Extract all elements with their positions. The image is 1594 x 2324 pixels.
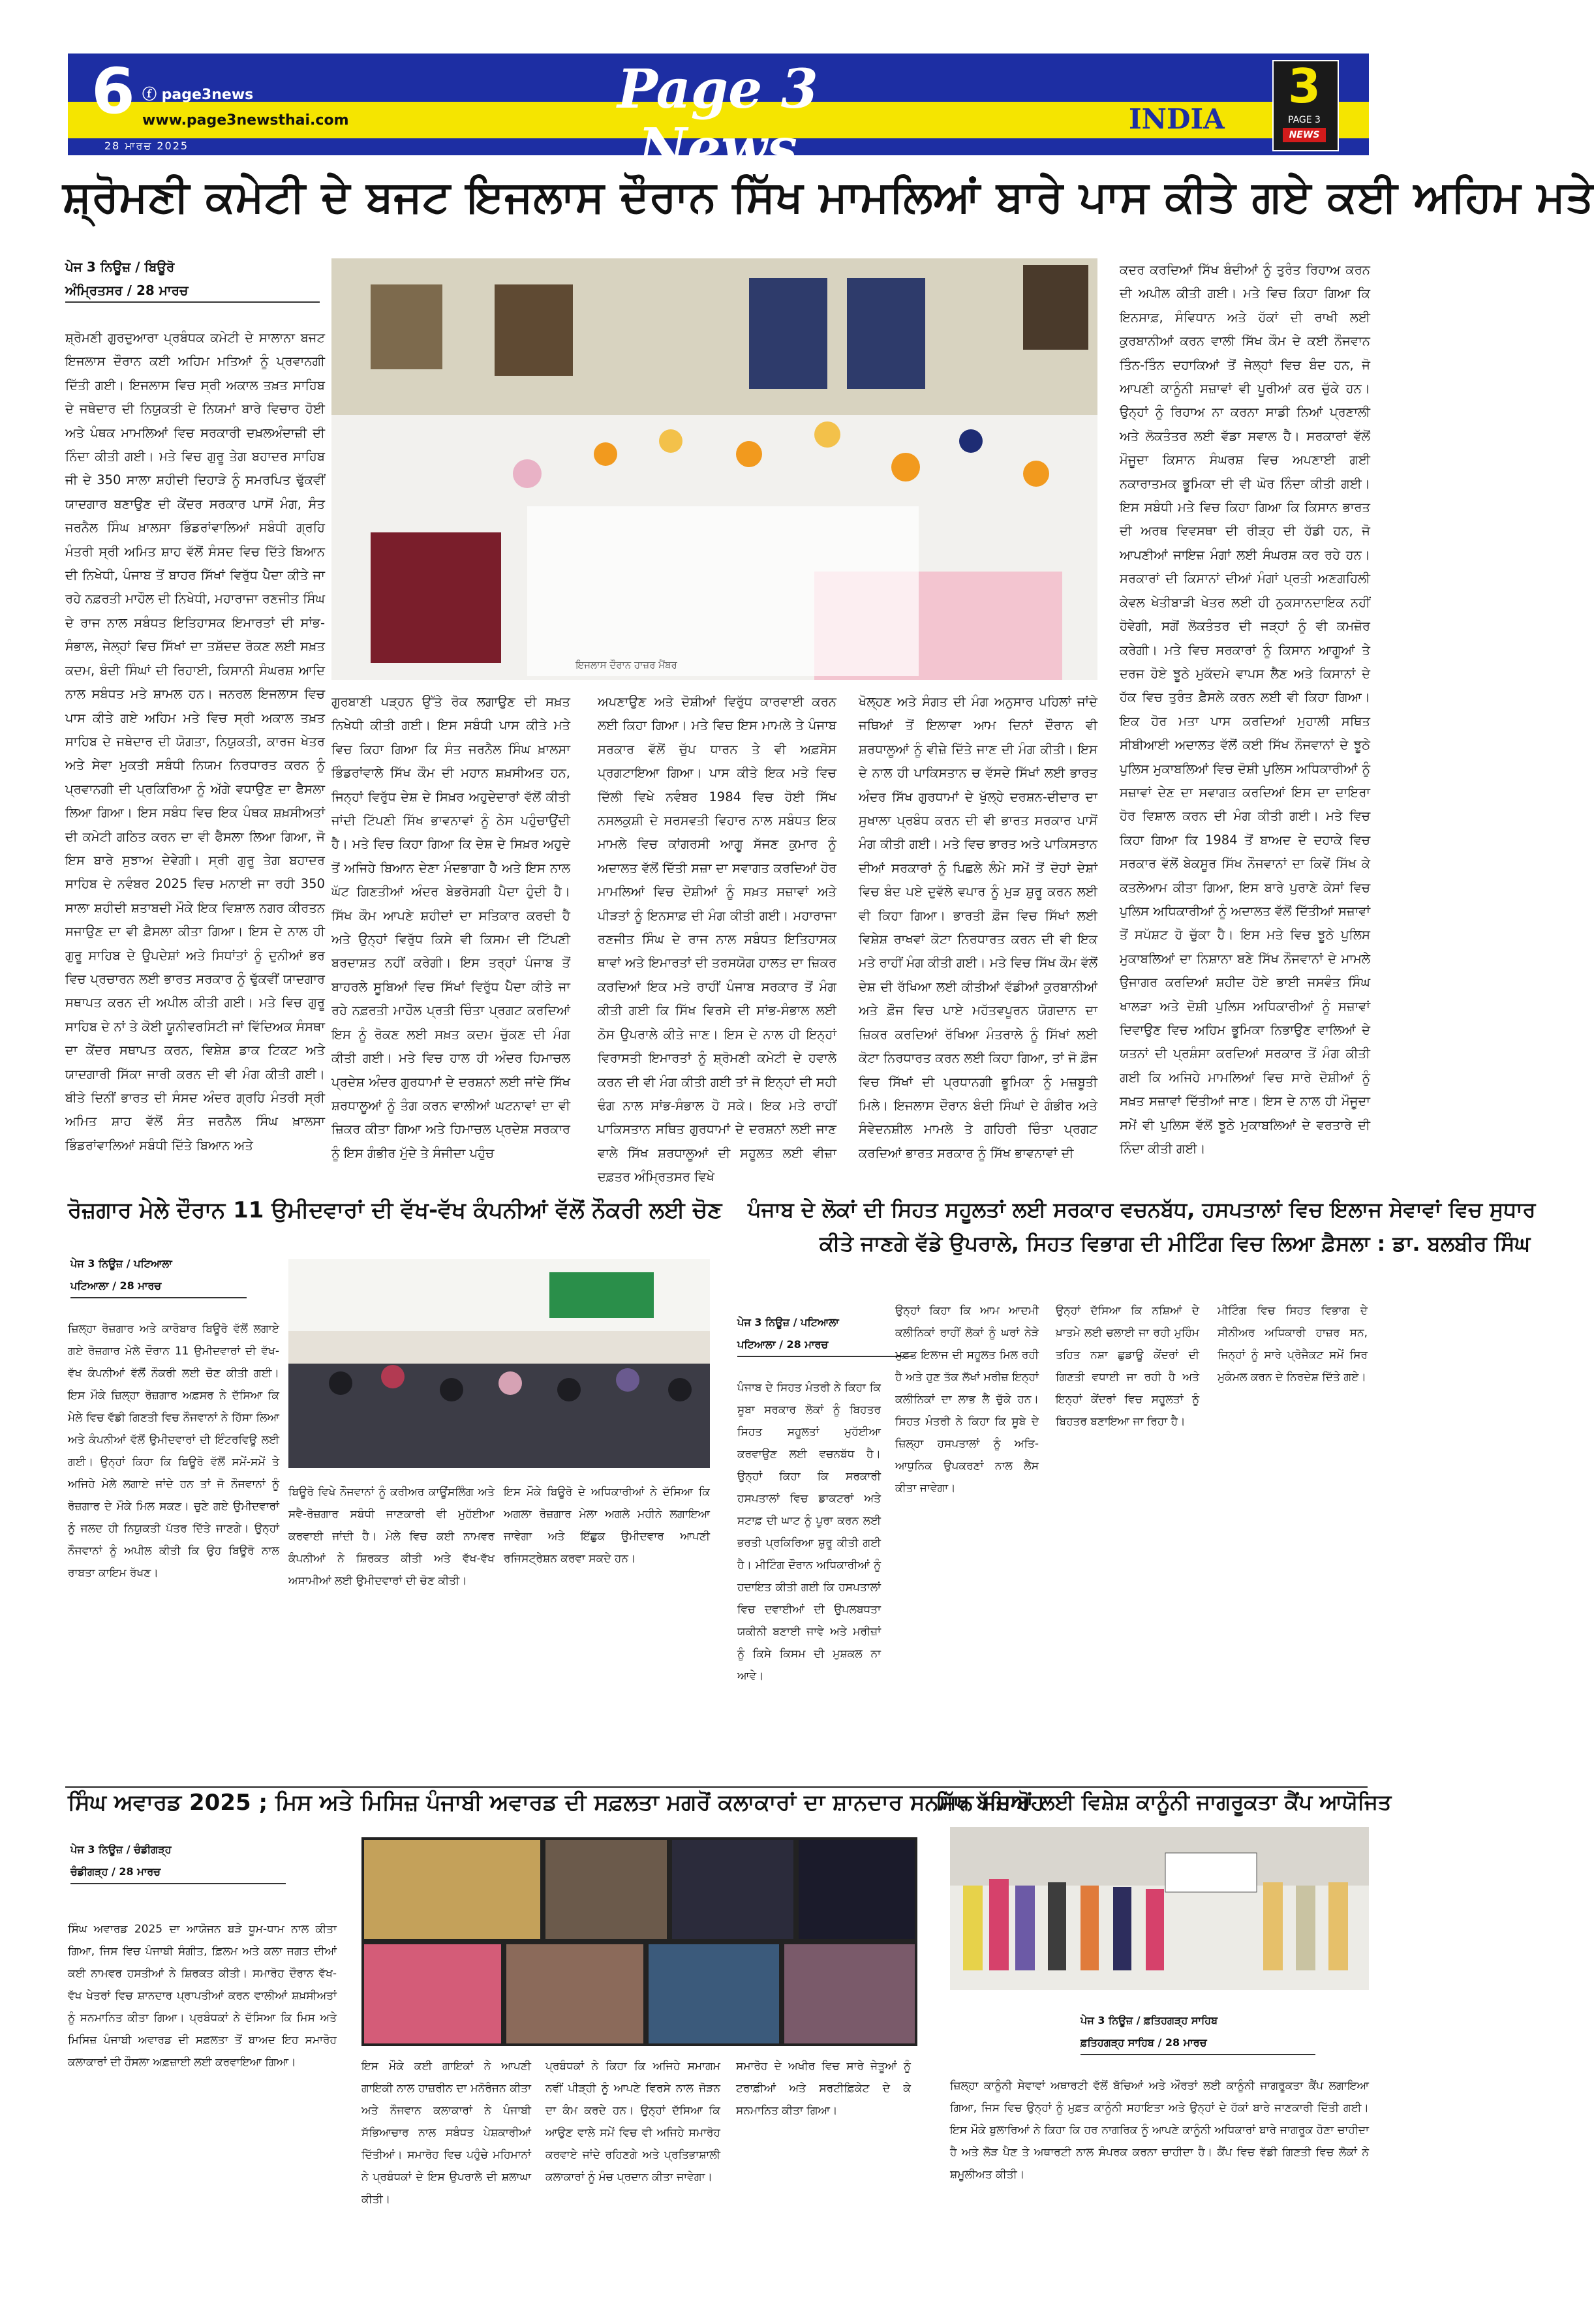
story-b-column-1: ਪੰਜਾਬ ਦੇ ਸਿਹਤ ਮੰਤਰੀ ਨੇ ਕਿਹਾ ਕਿ ਸੂਬਾ ਸਰਕਾਰ ਲੋਕਾਂ ਨੂੰ ਬਿਹਤਰ ਸਿਹਤ ਸਹੂਲਤਾਂ ਮੁਹੱਈਆ ਕਰਵਾਉਣ ਲਈ ਵਚਨਬੱਧ ਹੈ। ਉਨ੍ਹਾਂ ਕਿਹਾ ਕਿ ਸਰਕਾਰੀ ਹਸਪਤਾਲਾਂ ਵਿਚ ਡਾਕਟਰਾਂ ਅਤੇ ਸਟਾਫ਼ ਦੀ ਘਾਟ ਨੂੰ ਪੂਰਾ ਕਰਨ ਲਈ ਭਰਤੀ ਪ੍ਰਕਿਰਿਆ ਸ਼ੁਰੂ ਕੀਤੀ ਗਈ ਹੈ। ਮੀਟਿੰਗ ਦੌਰਾਨ ਅਧਿਕਾਰੀਆਂ ਨੂੰ ਹਦਾਇਤ ਕੀਤੀ ਗਈ ਕਿ ਹਸਪਤਾਲਾਂ ਵਿਚ ਦਵਾਈਆਂ ਦੀ ਉਪਲਬਧਤਾ ਯਕੀਨੀ ਬਣਾਈ ਜਾਵੇ ਅਤੇ ਮਰੀਜ਼ਾਂ ਨੂੰ ਕਿਸੇ ਕਿਸਮ ਦੀ ਮੁਸ਼ਕਲ ਨਾ ਆਵੇ। [737, 1381, 881, 1683]
story-b-column-2: ਉਨ੍ਹਾਂ ਕਿਹਾ ਕਿ ਆਮ ਆਦਮੀ ਕਲੀਨਿਕਾਂ ਰਾਹੀਂ ਲੋਕਾਂ ਨੂੰ ਘਰਾਂ ਨੇੜੇ ਮੁਫ਼ਤ ਇਲਾਜ ਦੀ ਸਹੂਲਤ ਮਿਲ ਰਹੀ ਹੈ ਅਤੇ ਹੁਣ ਤੱਕ ਲੱਖਾਂ ਮਰੀਜ਼ ਇਨ੍ਹਾਂ ਕਲੀਨਿਕਾਂ ਦਾ ਲਾਭ ਲੈ ਚੁੱਕੇ ਹਨ। ਸਿਹਤ ਮੰਤਰੀ ਨੇ ਕਿਹਾ ਕਿ ਸੂਬੇ ਦੇ ਜ਼ਿਲ੍ਹਾ ਹਸਪਤਾਲਾਂ ਨੂੰ ਅਤਿ-ਆਧੁਨਿਕ ਉਪਕਰਣਾਂ ਨਾਲ ਲੈਸ ਕੀਤਾ ਜਾਵੇਗਾ। [895, 1304, 1039, 1495]
story-a-headline: ਰੋਜ਼ਗਾਰ ਮੇਲੇ ਦੌਰਾਨ 11 ਉਮੀਦਵਾਰਾਂ ਦੀ ਵੱਖ-ਵੱਖ ਕੰਪਨੀਆਂ ਵੱਲੋਂ ਨੌਕਰੀ ਲਈ ਚੋਣ [68, 1197, 722, 1223]
lead-dateline: ਅੰਮ੍ਰਿਤਸਰ / 28 ਮਾਰਚ [65, 279, 320, 303]
story-c-headline: ਸਿੰਘ ਅਵਾਰਡ 2025 ; ਮਿਸ ਅਤੇ ਮਿਸਿਜ਼ ਪੰਜਾਬੀ ਅਵਾਰਡ ਦੀ ਸਫ਼ਲਤਾ ਮਗਰੋਂ ਕਲਾਕਾਰਾਂ ਦਾ ਸ਼ਾਨਦਾਰ ਸਨਮਾਨ ਸਮਾਰੋਹ [68, 1790, 1045, 1816]
story-d-byline: ਪੇਜ 3 ਨਿਊਜ਼ / ਫ਼ਤਿਹਗੜ੍ਹ ਸਾਹਿਬ [1081, 2014, 1218, 2026]
lead-column-4: ਖੋਲ੍ਹਣ ਅਤੇ ਸੰਗਤ ਦੀ ਮੰਗ ਅਨੁਸਾਰ ਪਹਿਲਾਂ ਜਾਂਦੇ ਜਥਿਆਂ ਤੋਂ ਇਲਾਵਾ ਆਮ ਦਿਨਾਂ ਦੌਰਾਨ ਵੀ ਸ਼ਰਧਾਲੂਆਂ ਨੂੰ ਵੀਜ਼ੇ ਦਿੱਤੇ ਜਾਣ ਦੀ ਮੰਗ ਕੀਤੀ। ਇਸ ਦੇ ਨਾਲ ਹੀ ਪਾਕਿਸਤਾਨ ਚ ਵੱਸਦੇ ਸਿੱਖਾਂ ਲਈ ਭਾਰਤ ਅੰਦਰ ਸਿੱਖ ਗੁਰਧਾਮਾਂ ਦੇ ਖੁੱਲ੍ਹੇ ਦਰਸ਼ਨ-ਦੀਦਾਰ ਦਾ ਸੁਖਾਲਾ ਪ੍ਰਬੰਧ ਕਰਨ ਦੀ ਵੀ ਭਾਰਤ ਸਰਕਾਰ ਪਾਸੋਂ ਮੰਗ ਕੀਤੀ ਗਈ। ਮਤੇ ਵਿਚ ਭਾਰਤ ਅਤੇ ਪਾਕਿਸਤਾਨ ਦੀਆਂ ਸਰਕਾਰਾਂ ਨੂੰ ਪਿਛਲੇ ਲੰਮੇ ਸਮੇਂ ਤੋਂ ਦੋਹਾਂ ਦੇਸ਼ਾਂ ਵਿਚ ਬੰਦ ਪਏ ਦੁਵੱਲੇ ਵਪਾਰ ਨੂੰ ਮੁੜ ਸ਼ੁਰੂ ਕਰਨ ਲਈ ਵੀ ਕਿਹਾ ਗਿਆ। ਭਾਰਤੀ ਫ਼ੌਜ ਵਿਚ ਸਿੱਖਾਂ ਲਈ ਵਿਸ਼ੇਸ਼ ਰਾਖਵਾਂ ਕੋਟਾ ਨਿਰਧਾਰਤ ਕਰਨ ਦੀ ਵੀ ਇਕ ਮਤੇ ਰਾਹੀਂ ਮੰਗ ਕੀਤੀ ਗਈ। ਮਤੇ ਵਿਚ ਸਿੱਖ ਕੌਮ ਵੱਲੋਂ ਦੇਸ਼ ਦੀ ਰੱਖਿਆ ਲਈ ਕੀਤੀਆਂ ਵੱਡੀਆਂ ਕੁਰਬਾਨੀਆਂ ਅਤੇ ਫ਼ੌਜ ਵਿਚ ਪਾਏ ਮਹੱਤਵਪੂਰਨ ਯੋਗਦਾਨ ਦਾ ਜ਼ਿਕਰ ਕਰਦਿਆਂ ਰੱਖਿਆ ਮੰਤਰਾਲੇ ਨੂੰ ਸਿੱਖਾਂ ਲਈ ਕੋਟਾ ਨਿਰਧਾਰਤ ਕਰਨ ਲਈ ਕਿਹਾ ਗਿਆ, ਤਾਂ ਜੋ ਫ਼ੌਜ ਵਿਚ ਸਿੱਖਾਂ ਦੀ ਪ੍ਰਧਾਨਗੀ ਭੂਮਿਕਾ ਨੂੰ ਮਜ਼ਬੂਤੀ ਮਿਲੇ। ਇਜਲਾਸ ਦੌਰਾਨ ਬੰਦੀ ਸਿੰਘਾਂ ਦੇ ਗੰਭੀਰ ਅਤੇ ਸੰਵੇਦਨਸ਼ੀਲ ਮਾਮਲੇ ਤੇ ਗਹਿਰੀ ਚਿੰਤਾ ਪ੍ਰਗਟ ਕਰਦਿਆਂ ਭਾਰਤ ਸਰਕਾਰ ਨੂੰ ਸਿੱਖ ਭਾਵਨਾਵਾਂ ਦੀ [859, 694, 1097, 1161]
lead-headline: ਸ਼੍ਰੋਮਣੀ ਕਮੇਟੀ ਦੇ ਬਜਟ ਇਜਲਾਸ ਦੌਰਾਨ ਸਿੱਖ ਮਾਮਲਿਆਂ ਬਾਰੇ ਪਾਸ ਕੀਤੇ ਗਏ ਕਈ ਅਹਿਮ ਮਤੇ [63, 172, 1594, 222]
story-c-dateline: ਚੰਡੀਗੜ੍ਹ / 28 ਮਾਰਚ [70, 1861, 286, 1884]
site-url[interactable]: www.page3newsthai.com [142, 112, 349, 129]
story-c-column-1: ਸਿੰਘ ਅਵਾਰਡ 2025 ਦਾ ਆਯੋਜਨ ਬੜੇ ਧੂਮ-ਧਾਮ ਨਾਲ ਕੀਤਾ ਗਿਆ, ਜਿਸ ਵਿਚ ਪੰਜਾਬੀ ਸੰਗੀਤ, ਫ਼ਿਲਮ ਅਤੇ ਕਲਾ ਜਗਤ ਦੀਆਂ ਕਈ ਨਾਮਵਰ ਹਸਤੀਆਂ ਨੇ ਸ਼ਿਰਕਤ ਕੀਤੀ। ਸਮਾਰੋਹ ਦੌਰਾਨ ਵੱਖ-ਵੱਖ ਖੇਤਰਾਂ ਵਿਚ ਸ਼ਾਨਦਾਰ ਪ੍ਰਾਪਤੀਆਂ ਕਰਨ ਵਾਲੀਆਂ ਸ਼ਖ਼ਸੀਅਤਾਂ ਨੂੰ ਸਨਮਾਨਿਤ ਕੀਤਾ ਗਿਆ। ਪ੍ਰਬੰਧਕਾਂ ਨੇ ਦੱਸਿਆ ਕਿ ਮਿਸ ਅਤੇ ਮਿਸਿਜ਼ ਪੰਜਾਬੀ ਅਵਾਰਡ ਦੀ ਸਫ਼ਲਤਾ ਤੋਂ ਬਾਅਦ ਇਹ ਸਮਾਰੋਹ ਕਲਾਕਾਰਾਂ ਦੀ ਹੌਸਲਾ ਅਫ਼ਜ਼ਾਈ ਲਈ ਕਰਵਾਇਆ ਗਿਆ। [68, 1923, 337, 2069]
date-strip: 28 ਮਾਰਚ 2025 [104, 140, 189, 152]
lead-photo-caption: ਇਜਲਾਸ ਦੌਰਾਨ ਹਾਜ਼ਰ ਮੈਂਬਰ [575, 659, 677, 671]
brand-logo-badge: NEWS [1283, 128, 1326, 142]
story-c-byline: ਪੇਜ 3 ਨਿਊਜ਼ / ਚੰਡੀਗੜ੍ਹ [70, 1843, 172, 1856]
story-b-dateline: ਪਟਿਆਲਾ / 28 ਮਾਰਚ [737, 1334, 913, 1357]
story-c-column-3: ਪ੍ਰਬੰਧਕਾਂ ਨੇ ਕਿਹਾ ਕਿ ਅਜਿਹੇ ਸਮਾਗਮ ਨਵੀਂ ਪੀੜ੍ਹੀ ਨੂੰ ਆਪਣੇ ਵਿਰਸੇ ਨਾਲ ਜੋੜਨ ਦਾ ਕੰਮ ਕਰਦੇ ਹਨ। ਉਨ੍ਹਾਂ ਦੱਸਿਆ ਕਿ ਆਉਣ ਵਾਲੇ ਸਮੇਂ ਵਿਚ ਵੀ ਅਜਿਹੇ ਸਮਾਰੋਹ ਕਰਵਾਏ ਜਾਂਦੇ ਰਹਿਣਗੇ ਅਤੇ ਪ੍ਰਤਿਭਾਸ਼ਾਲੀ ਕਲਾਕਾਰਾਂ ਨੂੰ ਮੰਚ ਪ੍ਰਦਾਨ ਕੀਤਾ ਜਾਵੇਗਾ। [545, 2060, 720, 2184]
story-a-byline: ਪੇਜ 3 ਨਿਊਜ਼ / ਪਟਿਆਲਾ [70, 1257, 172, 1270]
story-d-photo [950, 1827, 1369, 1990]
lead-byline: ਪੇਜ 3 ਨਿਊਜ਼ / ਬਿਊਰੋ [65, 259, 175, 275]
story-c-column-4: ਸਮਾਰੋਹ ਦੇ ਅਖੀਰ ਵਿਚ ਸਾਰੇ ਜੇਤੂਆਂ ਨੂੰ ਟਰਾਫ਼ੀਆਂ ਅਤੇ ਸਰਟੀਫ਼ਿਕੇਟ ਦੇ ਕੇ ਸਨਮਾਨਿਤ ਕੀਤਾ ਗਿਆ। [736, 2060, 911, 2117]
story-c-photo-collage [361, 1837, 917, 2046]
story-d-headline: ਸਿੱਖ ਬੱਚਿਆਂ ਲਈ ਵਿਸ਼ੇਸ਼ ਕਾਨੂੰਨੀ ਜਾਗਰੂਕਤਾ ਕੈਂਪ ਆਯੋਜਿਤ [936, 1790, 1392, 1814]
social-handle[interactable]: ⓕ page3news [142, 87, 254, 103]
story-b-headline-line1: ਪੰਜਾਬ ਦੇ ਲੋਕਾਂ ਦੀ ਸਿਹਤ ਸਹੂਲਤਾਂ ਲਈ ਸਰਕਾਰ ਵਚਨਬੱਧ, ਹਸਪਤਾਲਾਂ ਵਿਚ ਇਲਾਜ ਸੇਵਾਵਾਂ ਵਿਚ ਸੁਧਾਰ [748, 1197, 1536, 1222]
lead-column-3: ਅਪਣਾਉਣ ਅਤੇ ਦੋਸ਼ੀਆਂ ਵਿਰੁੱਧ ਕਾਰਵਾਈ ਕਰਨ ਲਈ ਕਿਹਾ ਗਿਆ। ਮਤੇ ਵਿਚ ਇਸ ਮਾਮਲੇ ਤੇ ਪੰਜਾਬ ਸਰਕਾਰ ਵੱਲੋਂ ਚੁੱਪ ਧਾਰਨ ਤੇ ਵੀ ਅਫ਼ਸੋਸ ਪ੍ਰਗਟਾਇਆ ਗਿਆ। ਪਾਸ ਕੀਤੇ ਇਕ ਮਤੇ ਵਿਚ ਦਿੱਲੀ ਵਿਖੇ ਨਵੰਬਰ 1984 ਵਿਚ ਹੋਈ ਸਿੱਖ ਨਸਲਕੁਸ਼ੀ ਦੇ ਸਰਸਵਤੀ ਵਿਹਾਰ ਨਾਲ ਸਬੰਧਤ ਇਕ ਮਾਮਲੇ ਵਿਚ ਕਾਂਗਰਸੀ ਆਗੂ ਸੱਜਣ ਕੁਮਾਰ ਨੂੰ ਅਦਾਲਤ ਵੱਲੋਂ ਦਿੱਤੀ ਸਜ਼ਾ ਦਾ ਸਵਾਗਤ ਕਰਦਿਆਂ ਹੋਰ ਮਾਮਲਿਆਂ ਵਿਚ ਦੋਸ਼ੀਆਂ ਨੂੰ ਸਖ਼ਤ ਸਜ਼ਾਵਾਂ ਅਤੇ ਪੀੜਤਾਂ ਨੂੰ ਇਨਸਾਫ਼ ਦੀ ਮੰਗ ਕੀਤੀ ਗਈ। ਮਹਾਰਾਜਾ ਰਣਜੀਤ ਸਿੰਘ ਦੇ ਰਾਜ ਨਾਲ ਸਬੰਧਤ ਇਤਿਹਾਸਕ ਥਾਵਾਂ ਅਤੇ ਇਮਾਰਤਾਂ ਦੀ ਤਰਸਯੋਗ ਹਾਲਤ ਦਾ ਜ਼ਿਕਰ ਕਰਦਿਆਂ ਇਕ ਮਤੇ ਰਾਹੀਂ ਪੰਜਾਬ ਸਰਕਾਰ ਤੋਂ ਮੰਗ ਕੀਤੀ ਗਈ ਕਿ ਸਿੱਖ ਵਿਰਸੇ ਦੀ ਸਾਂਭ-ਸੰਭਾਲ ਲਈ ਠੋਸ ਉਪਰਾਲੇ ਕੀਤੇ ਜਾਣ। ਇਸ ਦੇ ਨਾਲ ਹੀ ਇਨ੍ਹਾਂ ਵਿਰਾਸਤੀ ਇਮਾਰਤਾਂ ਨੂੰ ਸ਼੍ਰੋਮਣੀ ਕਮੇਟੀ ਦੇ ਹਵਾਲੇ ਕਰਨ ਦੀ ਵੀ ਮੰਗ ਕੀਤੀ ਗਈ ਤਾਂ ਜੋ ਇਨ੍ਹਾਂ ਦੀ ਸਹੀ ਢੰਗ ਨਾਲ ਸਾਂਭ-ਸੰਭਾਲ ਹੋ ਸਕੇ। ਇਕ ਮਤੇ ਰਾਹੀਂ ਪਾਕਿਸਤਾਨ ਸਥਿਤ ਗੁਰਧਾਮਾਂ ਦੇ ਦਰਸ਼ਨਾਂ ਲਈ ਜਾਣ ਵਾਲੇ ਸਿੱਖ ਸ਼ਰਧਾਲੂਆਂ ਦੀ ਸਹੂਲਤ ਲਈ ਵੀਜ਼ਾ ਦਫ਼ਤਰ ਅੰਮ੍ਰਿਤਸਰ ਵਿਖੇ [598, 694, 836, 1185]
masthead-logo: Page 3 News [617, 58, 818, 180]
story-a-column-3: ਇਸ ਮੌਕੇ ਬਿਊਰੋ ਦੇ ਅਧਿਕਾਰੀਆਂ ਨੇ ਦੱਸਿਆ ਕਿ ਅਗਲਾ ਰੋਜ਼ਗਾਰ ਮੇਲਾ ਅਗਲੇ ਮਹੀਨੇ ਲਗਾਇਆ ਜਾਵੇਗਾ ਅਤੇ ਇੱਛੁਕ ਉਮੀਦਵਾਰ ਆਪਣੀ ਰਜਿਸਟ੍ਰੇਸ਼ਨ ਕਰਵਾ ਸਕਦੇ ਹਨ। [504, 1486, 710, 1565]
story-d-column-1: ਜ਼ਿਲ੍ਹਾ ਕਾਨੂੰਨੀ ਸੇਵਾਵਾਂ ਅਥਾਰਟੀ ਵੱਲੋਂ ਬੱਚਿਆਂ ਅਤੇ ਔਰਤਾਂ ਲਈ ਕਾਨੂੰਨੀ ਜਾਗਰੂਕਤਾ ਕੈਂਪ ਲਗਾਇਆ ਗਿਆ, ਜਿਸ ਵਿਚ ਉਨ੍ਹਾਂ ਨੂੰ ਮੁਫ਼ਤ ਕਾਨੂੰਨੀ ਸਹਾਇਤਾ ਅਤੇ ਉਨ੍ਹਾਂ ਦੇ ਹੱਕਾਂ ਬਾਰੇ ਜਾਣਕਾਰੀ ਦਿੱਤੀ ਗਈ। ਇਸ ਮੌਕੇ ਬੁਲਾਰਿਆਂ ਨੇ ਕਿਹਾ ਕਿ ਹਰ ਨਾਗਰਿਕ ਨੂੰ ਆਪਣੇ ਕਾਨੂੰਨੀ ਅਧਿਕਾਰਾਂ ਬਾਰੇ ਜਾਗਰੂਕ ਹੋਣਾ ਚਾਹੀਦਾ ਹੈ ਅਤੇ ਲੋੜ ਪੈਣ ਤੇ ਅਥਾਰਟੀ ਨਾਲ ਸੰਪਰਕ ਕਰਨਾ ਚਾਹੀਦਾ ਹੈ। ਕੈਂਪ ਵਿਚ ਵੱਡੀ ਗਿਣਤੀ ਵਿਚ ਲੋਕਾਂ ਨੇ ਸ਼ਮੂਲੀਅਤ ਕੀਤੀ। [950, 2079, 1369, 2181]
story-b-byline: ਪੇਜ 3 ਨਿਊਜ਼ / ਪਟਿਆਲਾ [737, 1316, 839, 1328]
story-a-photo [288, 1259, 710, 1468]
story-c-column-2: ਇਸ ਮੌਕੇ ਕਈ ਗਾਇਕਾਂ ਨੇ ਆਪਣੀ ਗਾਇਕੀ ਨਾਲ ਹਾਜ਼ਰੀਨ ਦਾ ਮਨੋਰੰਜਨ ਕੀਤਾ ਅਤੇ ਨੌਜਵਾਨ ਕਲਾਕਾਰਾਂ ਨੇ ਪੰਜਾਬੀ ਸੱਭਿਆਚਾਰ ਨਾਲ ਸਬੰਧਤ ਪੇਸ਼ਕਾਰੀਆਂ ਦਿੱਤੀਆਂ। ਸਮਾਰੋਹ ਵਿਚ ਪਹੁੰਚੇ ਮਹਿਮਾਨਾਂ ਨੇ ਪ੍ਰਬੰਧਕਾਂ ਦੇ ਇਸ ਉਪਰਾਲੇ ਦੀ ਸ਼ਲਾਘਾ ਕੀਤੀ। [361, 2060, 531, 2206]
story-b-column-4: ਮੀਟਿੰਗ ਵਿਚ ਸਿਹਤ ਵਿਭਾਗ ਦੇ ਸੀਨੀਅਰ ਅਧਿਕਾਰੀ ਹਾਜ਼ਰ ਸਨ, ਜਿਨ੍ਹਾਂ ਨੂੰ ਸਾਰੇ ਪ੍ਰੋਜੈਕਟ ਸਮੇਂ ਸਿਰ ਮੁਕੰਮਲ ਕਰਨ ਦੇ ਨਿਰਦੇਸ਼ ਦਿੱਤੇ ਗਏ। [1218, 1304, 1368, 1384]
story-b-headline-line2: ਕੀਤੇ ਜਾਣਗੇ ਵੱਡੇ ਉਪਰਾਲੇ, ਸਿਹਤ ਵਿਭਾਗ ਦੀ ਮੀਟਿੰਗ ਵਿਚ ਲਿਆ ਫ਼ੈਸਲਾ : ਡਾ. ਬਲਬੀਰ ਸਿੰਘ [820, 1231, 1531, 1256]
edition-label: INDIA [1129, 103, 1225, 135]
brand-logo-text: PAGE 3 [1288, 115, 1321, 125]
lead-column-2: ਗੁਰਬਾਣੀ ਪੜ੍ਹਨ ਉੱਤੇ ਰੋਕ ਲਗਾਉਣ ਦੀ ਸਖ਼ਤ ਨਿਖੇਧੀ ਕੀਤੀ ਗਈ। ਇਸ ਸਬੰਧੀ ਪਾਸ ਕੀਤੇ ਮਤੇ ਵਿਚ ਕਿਹਾ ਗਿਆ ਕਿ ਸੰਤ ਜਰਨੈਲ ਸਿੰਘ ਖ਼ਾਲਸਾ ਭਿੰਡਰਾਂਵਾਲੇ ਸਿੱਖ ਕੌਮ ਦੀ ਮਹਾਨ ਸ਼ਖ਼ਸੀਅਤ ਹਨ, ਜਿਨ੍ਹਾਂ ਵਿਰੁੱਧ ਦੇਸ਼ ਦੇ ਸਿਖ਼ਰ ਅਹੁਦੇਦਾਰਾਂ ਵੱਲੋਂ ਕੀਤੀ ਜਾਂਦੀ ਟਿੱਪਣੀ ਸਿੱਖ ਭਾਵਨਾਵਾਂ ਨੂੰ ਠੇਸ ਪਹੁੰਚਾਉਂਦੀ ਹੈ। ਮਤੇ ਵਿਚ ਕਿਹਾ ਗਿਆ ਕਿ ਦੇਸ਼ ਦੇ ਸਿਖ਼ਰ ਅਹੁਦੇ ਤੋਂ ਅਜਿਹੇ ਬਿਆਨ ਦੇਣਾ ਮੰਦਭਾਗਾ ਹੈ ਅਤੇ ਇਸ ਨਾਲ ਘੱਟ ਗਿਣਤੀਆਂ ਅੰਦਰ ਬੇਭਰੋਸਗੀ ਪੈਦਾ ਹੁੰਦੀ ਹੈ। ਸਿੱਖ ਕੌਮ ਆਪਣੇ ਸ਼ਹੀਦਾਂ ਦਾ ਸਤਿਕਾਰ ਕਰਦੀ ਹੈ ਅਤੇ ਉਨ੍ਹਾਂ ਵਿਰੁੱਧ ਕਿਸੇ ਵੀ ਕਿਸਮ ਦੀ ਟਿੱਪਣੀ ਬਰਦਾਸ਼ਤ ਨਹੀਂ ਕਰੇਗੀ। ਇਸ ਤਰ੍ਹਾਂ ਪੰਜਾਬ ਤੋਂ ਬਾਹਰਲੇ ਸੂਬਿਆਂ ਵਿਚ ਸਿੱਖਾਂ ਵਿਰੁੱਧ ਪੈਦਾ ਕੀਤੇ ਜਾ ਰਹੇ ਨਫ਼ਰਤੀ ਮਾਹੌਲ ਪ੍ਰਤੀ ਚਿੰਤਾ ਪ੍ਰਗਟ ਕਰਦਿਆਂ ਇਸ ਨੂੰ ਰੋਕਣ ਲਈ ਸਖ਼ਤ ਕਦਮ ਚੁੱਕਣ ਦੀ ਮੰਗ ਕੀਤੀ ਗਈ। ਮਤੇ ਵਿਚ ਹਾਲ ਹੀ ਅੰਦਰ ਹਿਮਾਚਲ ਪ੍ਰਦੇਸ਼ ਅੰਦਰ ਗੁਰਧਾਮਾਂ ਦੇ ਦਰਸ਼ਨਾਂ ਲਈ ਜਾਂਦੇ ਸਿੱਖ ਸ਼ਰਧਾਲੂਆਂ ਨੂੰ ਤੰਗ ਕਰਨ ਵਾਲੀਆਂ ਘਟਨਾਵਾਂ ਦਾ ਵੀ ਜ਼ਿਕਰ ਕੀਤਾ ਗਿਆ ਅਤੇ ਹਿਮਾਚਲ ਪ੍ਰਦੇਸ਼ ਸਰਕਾਰ ਨੂੰ ਇਸ ਗੰਭੀਰ ਮੁੱਦੇ ਤੇ ਸੰਜੀਦਾ ਪਹੁੰਚ [331, 694, 570, 1161]
lead-photo [331, 258, 1097, 680]
lead-column-1: ਸ਼੍ਰੋਮਣੀ ਗੁਰਦੁਆਰਾ ਪ੍ਰਬੰਧਕ ਕਮੇਟੀ ਦੇ ਸਾਲਾਨਾ ਬਜਟ ਇਜਲਾਸ ਦੌਰਾਨ ਕਈ ਅਹਿਮ ਮਤਿਆਂ ਨੂੰ ਪ੍ਰਵਾਨਗੀ ਦਿੱਤੀ ਗਈ। ਇਜਲਾਸ ਵਿਚ ਸ੍ਰੀ ਅਕਾਲ ਤਖ਼ਤ ਸਾਹਿਬ ਦੇ ਜਥੇਦਾਰ ਦੀ ਨਿਯੁਕਤੀ ਦੇ ਨਿਯਮਾਂ ਬਾਰੇ ਵਿਚਾਰ ਹੋਈ ਅਤੇ ਪੰਥਕ ਮਾਮਲਿਆਂ ਵਿਚ ਸਰਕਾਰੀ ਦਖ਼ਲਅੰਦਾਜ਼ੀ ਦੀ ਨਿੰਦਾ ਕੀਤੀ ਗਈ। ਮਤੇ ਵਿਚ ਗੁਰੂ ਤੇਗ ਬਹਾਦਰ ਸਾਹਿਬ ਜੀ ਦੇ 350 ਸਾਲਾ ਸ਼ਹੀਦੀ ਦਿਹਾੜੇ ਨੂੰ ਸਮਰਪਿਤ ਢੁੱਕਵੀਂ ਯਾਦਗਾਰ ਬਣਾਉਣ ਦੀ ਕੇਂਦਰ ਸਰਕਾਰ ਪਾਸੋਂ ਮੰਗ, ਸੰਤ ਜਰਨੈਲ ਸਿੰਘ ਖ਼ਾਲਸਾ ਭਿੰਡਰਾਂਵਾਲਿਆਂ ਸਬੰਧੀ ਗ੍ਰਹਿ ਮੰਤਰੀ ਸ੍ਰੀ ਅਮਿਤ ਸ਼ਾਹ ਵੱਲੋਂ ਸੰਸਦ ਵਿਚ ਦਿੱਤੇ ਬਿਆਨ ਦੀ ਨਿਖੇਧੀ, ਪੰਜਾਬ ਤੋਂ ਬਾਹਰ ਸਿੱਖਾਂ ਵਿਰੁੱਧ ਪੈਦਾ ਕੀਤੇ ਜਾ ਰਹੇ ਨਫ਼ਰਤੀ ਮਾਹੌਲ ਦੀ ਨਿਖੇਧੀ, ਮਹਾਰਾਜਾ ਰਣਜੀਤ ਸਿੰਘ ਦੇ ਰਾਜ ਨਾਲ ਸਬੰਧਤ ਇਤਿਹਾਸਕ ਇਮਾਰਤਾਂ ਦੀ ਸਾਂਭ-ਸੰਭਾਲ, ਜੇਲ੍ਹਾਂ ਵਿਚ ਸਿੱਖਾਂ ਦਾ ਤਸ਼ੱਦਦ ਰੋਕਣ ਲਈ ਸਖ਼ਤ ਕਦਮ, ਬੰਦੀ ਸਿੰਘਾਂ ਦੀ ਰਿਹਾਈ, ਕਿਸਾਨੀ ਸੰਘਰਸ਼ ਆਦਿ ਨਾਲ ਸਬੰਧਤ ਮਤੇ ਸ਼ਾਮਲ ਹਨ। ਜਨਰਲ ਇਜਲਾਸ ਵਿਚ ਪਾਸ ਕੀਤੇ ਗਏ ਅਹਿਮ ਮਤੇ ਵਿਚ ਸ੍ਰੀ ਅਕਾਲ ਤਖ਼ਤ ਸਾਹਿਬ ਦੇ ਜਥੇਦਾਰ ਦੀ ਯੋਗਤਾ, ਨਿਯੁਕਤੀ, ਕਾਰਜ ਖੇਤਰ ਅਤੇ ਸੇਵਾ ਮੁਕਤੀ ਸਬੰਧੀ ਨਿਯਮ ਨਿਰਧਾਰਤ ਕਰਨ ਨੂੰ ਪ੍ਰਵਾਨਗੀ ਦੀ ਪ੍ਰਕਿਰਿਆ ਨੂੰ ਅੱਗੇ ਵਧਾਉਣ ਦਾ ਫੈਸਲਾ ਲਿਆ ਗਿਆ। ਇਸ ਸਬੰਧ ਵਿਚ ਇਕ ਪੰਥਕ ਸ਼ਖ਼ਸੀਅਤਾਂ ਦੀ ਕਮੇਟੀ ਗਠਿਤ ਕਰਨ ਦਾ ਵੀ ਫੈਸਲਾ ਲਿਆ ਗਿਆ, ਜੋ ਇਸ ਬਾਰੇ ਸੁਝਾਅ ਦੇਵੇਗੀ। ਸ੍ਰੀ ਗੁਰੂ ਤੇਗ ਬਹਾਦਰ ਸਾਹਿਬ ਦੇ ਨਵੰਬਰ 2025 ਵਿਚ ਮਨਾਈ ਜਾ ਰਹੀ 350 ਸਾਲਾ ਸ਼ਹੀਦੀ ਸ਼ਤਾਬਦੀ ਮੌਕੇ ਇਕ ਵਿਸ਼ਾਲ ਨਗਰ ਕੀਰਤਨ ਸਜਾਉਣ ਦਾ ਵੀ ਫ਼ੈਸਲਾ ਕੀਤਾ ਗਿਆ। ਇਸ ਦੇ ਨਾਲ ਹੀ ਗੁਰੂ ਸਾਹਿਬ ਦੇ ਉਪਦੇਸ਼ਾਂ ਅਤੇ ਸਿਧਾਂਤਾਂ ਨੂੰ ਦੁਨੀਆਂ ਭਰ ਵਿਚ ਪ੍ਰਚਾਰਨ ਲਈ ਭਾਰਤ ਸਰਕਾਰ ਨੂੰ ਢੁੱਕਵੀਂ ਯਾਦਗਾਰ ਸਥਾਪਤ ਕਰਨ ਦੀ ਅਪੀਲ ਕੀਤੀ ਗਈ। ਮਤੇ ਵਿਚ ਗੁਰੂ ਸਾਹਿਬ ਦੇ ਨਾਂ ਤੇ ਕੋਈ ਯੂਨੀਵਰਸਿਟੀ ਜਾਂ ਵਿੱਦਿਅਕ ਸੰਸਥਾ ਦਾ ਕੇਂਦਰ ਸਥਾਪਤ ਕਰਨ, ਵਿਸ਼ੇਸ਼ ਡਾਕ ਟਿਕਟ ਅਤੇ ਯਾਦਗਾਰੀ ਸਿੱਕਾ ਜਾਰੀ ਕਰਨ ਦੀ ਵੀ ਮੰਗ ਕੀਤੀ ਗਈ। ਬੀਤੇ ਦਿਨੀਂ ਭਾਰਤ ਦੀ ਸੰਸਦ ਅੰਦਰ ਗ੍ਰਹਿ ਮੰਤਰੀ ਸ੍ਰੀ ਅਮਿਤ ਸ਼ਾਹ ਵੱਲੋਂ ਸੰਤ ਜਰਨੈਲ ਸਿੰਘ ਖ਼ਾਲਸਾ ਭਿੰਡਰਾਂਵਾਲਿਆਂ ਸਬੰਧੀ ਦਿੱਤੇ ਬਿਆਨ ਅਤੇ [65, 330, 325, 1153]
story-d-dateline: ਫ਼ਤਿਹਗੜ੍ਹ ਸਾਹਿਬ / 28 ਮਾਰਚ [1081, 2032, 1315, 2055]
brand-logo-number: 3 [1287, 59, 1321, 114]
page-number: 6 [91, 55, 135, 128]
lead-column-5: ਕਦਰ ਕਰਦਿਆਂ ਸਿੱਖ ਬੰਦੀਆਂ ਨੂੰ ਤੁਰੰਤ ਰਿਹਾਅ ਕਰਨ ਦੀ ਅਪੀਲ ਕੀਤੀ ਗਈ। ਮਤੇ ਵਿਚ ਕਿਹਾ ਗਿਆ ਕਿ ਇਨਸਾਫ਼, ਸੰਵਿਧਾਨ ਅਤੇ ਹੱਕਾਂ ਦੀ ਰਾਖੀ ਲਈ ਕੁਰਬਾਨੀਆਂ ਕਰਨ ਵਾਲੀ ਸਿੱਖ ਕੌਮ ਦੇ ਕਈ ਨੌਜਵਾਨ ਤਿੰਨ-ਤਿੰਨ ਦਹਾਕਿਆਂ ਤੋਂ ਜੇਲ੍ਹਾਂ ਵਿਚ ਬੰਦ ਹਨ, ਜੋ ਆਪਣੀ ਕਾਨੂੰਨੀ ਸਜ਼ਾਵਾਂ ਵੀ ਪੂਰੀਆਂ ਕਰ ਚੁੱਕੇ ਹਨ। ਉਨ੍ਹਾਂ ਨੂੰ ਰਿਹਾਅ ਨਾ ਕਰਨਾ ਸਾਡੀ ਨਿਆਂ ਪ੍ਰਣਾਲੀ ਅਤੇ ਲੋਕਤੰਤਰ ਲਈ ਵੱਡਾ ਸਵਾਲ ਹੈ। ਸਰਕਾਰਾਂ ਵੱਲੋਂ ਮੌਜੂਦਾ ਕਿਸਾਨ ਸੰਘਰਸ਼ ਵਿਚ ਅਪਣਾਈ ਗਈ ਨਕਾਰਾਤਮਕ ਭੂਮਿਕਾ ਦੀ ਵੀ ਘੋਰ ਨਿੰਦਾ ਕੀਤੀ ਗਈ। ਇਸ ਸਬੰਧੀ ਮਤੇ ਵਿਚ ਕਿਹਾ ਗਿਆ ਕਿ ਕਿਸਾਨ ਭਾਰਤ ਦੀ ਅਰਥ ਵਿਵਸਥਾ ਦੀ ਰੀੜ੍ਹ ਦੀ ਹੱਡੀ ਹਨ, ਜੋ ਆਪਣੀਆਂ ਜਾਇਜ਼ ਮੰਗਾਂ ਲਈ ਸੰਘਰਸ਼ ਕਰ ਰਹੇ ਹਨ। ਸਰਕਾਰਾਂ ਦੀ ਕਿਸਾਨਾਂ ਦੀਆਂ ਮੰਗਾਂ ਪ੍ਰਤੀ ਅਣਗਹਿਲੀ ਕੇਵਲ ਖੇਤੀਬਾੜੀ ਖੇਤਰ ਲਈ ਹੀ ਨੁਕਸਾਨਦਾਇਕ ਨਹੀਂ ਹੋਵੇਗੀ, ਸਗੋਂ ਲੋਕਤੰਤਰ ਦੀ ਜੜ੍ਹਾਂ ਨੂੰ ਵੀ ਕਮਜ਼ੋਰ ਕਰੇਗੀ। ਮਤੇ ਵਿਚ ਸਰਕਾਰਾਂ ਨੂੰ ਕਿਸਾਨ ਆਗੂਆਂ ਤੇ ਦਰਜ ਹੋਏ ਝੂਠੇ ਮੁਕੱਦਮੇ ਵਾਪਸ ਲੈਣ ਅਤੇ ਕਿਸਾਨਾਂ ਦੇ ਹੱਕ ਵਿਚ ਤੁਰੰਤ ਫ਼ੈਸਲੇ ਕਰਨ ਲਈ ਵੀ ਕਿਹਾ ਗਿਆ। ਇਕ ਹੋਰ ਮਤਾ ਪਾਸ ਕਰਦਿਆਂ ਮੁਹਾਲੀ ਸਥਿਤ ਸੀਬੀਆਈ ਅਦਾਲਤ ਵੱਲੋਂ ਕਈ ਸਿੱਖ ਨੌਜਵਾਨਾਂ ਦੇ ਝੂਠੇ ਪੁਲਿਸ ਮੁਕਾਬਲਿਆਂ ਵਿਚ ਦੋਸ਼ੀ ਪੁਲਿਸ ਅਧਿਕਾਰੀਆਂ ਨੂੰ ਸਜ਼ਾਵਾਂ ਦੇਣ ਦਾ ਸਵਾਗਤ ਕਰਦਿਆਂ ਇਸ ਦਾ ਦਾਇਰਾ ਹੋਰ ਵਿਸ਼ਾਲ ਕਰਨ ਦੀ ਮੰਗ ਕੀਤੀ ਗਈ। ਮਤੇ ਵਿਚ ਕਿਹਾ ਗਿਆ ਕਿ 1984 ਤੋਂ ਬਾਅਦ ਦੇ ਦਹਾਕੇ ਵਿਚ ਸਰਕਾਰ ਵੱਲੋਂ ਬੇਕਸੂਰ ਸਿੱਖ ਨੌਜਵਾਨਾਂ ਦਾ ਕਿਵੇਂ ਸਿੱਖ ਕੇ ਕਤਲੇਆਮ ਕੀਤਾ ਗਿਆ, ਇਸ ਬਾਰੇ ਪੁਰਾਣੇ ਕੇਸਾਂ ਵਿਚ ਪੁਲਿਸ ਅਧਿਕਾਰੀਆਂ ਨੂੰ ਅਦਾਲਤ ਵੱਲੋਂ ਦਿੱਤੀਆਂ ਸਜ਼ਾਵਾਂ ਤੋਂ ਸਪੱਸ਼ਟ ਹੋ ਚੁੱਕਾ ਹੈ। ਇਸ ਮਤੇ ਵਿਚ ਝੂਠੇ ਪੁਲਿਸ ਮੁਕਾਬਲਿਆਂ ਦਾ ਨਿਸ਼ਾਨਾ ਬਣੇ ਸਿੱਖ ਨੌਜਵਾਨਾਂ ਦੇ ਮਾਮਲੇ ਉਜਾਗਰ ਕਰਦਿਆਂ ਸ਼ਹੀਦ ਹੋਏ ਭਾਈ ਜਸਵੰਤ ਸਿੰਘ ਖਾਲੜਾ ਅਤੇ ਦੋਸ਼ੀ ਪੁਲਿਸ ਅਧਿਕਾਰੀਆਂ ਨੂੰ ਸਜ਼ਾਵਾਂ ਦਿਵਾਉਣ ਵਿਚ ਅਹਿਮ ਭੂਮਿਕਾ ਨਿਭਾਉਣ ਵਾਲਿਆਂ ਦੇ ਯਤਨਾਂ ਦੀ ਪ੍ਰਸ਼ੰਸਾ ਕਰਦਿਆਂ ਸਰਕਾਰ ਤੋਂ ਮੰਗ ਕੀਤੀ ਗਈ ਕਿ ਅਜਿਹੇ ਮਾਮਲਿਆਂ ਵਿਚ ਸਾਰੇ ਦੋਸ਼ੀਆਂ ਨੂੰ ਸਖ਼ਤ ਸਜ਼ਾਵਾਂ ਦਿੱਤੀਆਂ ਜਾਣ। ਇਸ ਦੇ ਨਾਲ ਹੀ ਮੌਜੂਦਾ ਸਮੇਂ ਵੀ ਪੁਲਿਸ ਵੱਲੋਂ ਝੂਠੇ ਮੁਕਾਬਲਿਆਂ ਦੇ ਵਰਤਾਰੇ ਦੀ ਨਿੰਦਾ ਕੀਤੀ ਗਈ। [1120, 262, 1370, 1157]
story-a-column-2: ਬਿਊਰੋ ਵਿਖੇ ਨੌਜਵਾਨਾਂ ਨੂੰ ਕਰੀਅਰ ਕਾਊਂਸਲਿੰਗ ਅਤੇ ਸਵੈ-ਰੋਜ਼ਗਾਰ ਸਬੰਧੀ ਜਾਣਕਾਰੀ ਵੀ ਮੁਹੱਈਆ ਕਰਵਾਈ ਜਾਂਦੀ ਹੈ। ਮੇਲੇ ਵਿਚ ਕਈ ਨਾਮਵਰ ਕੰਪਨੀਆਂ ਨੇ ਸ਼ਿਰਕਤ ਕੀਤੀ ਅਤੇ ਵੱਖ-ਵੱਖ ਅਸਾਮੀਆਂ ਲਈ ਉਮੀਦਵਾਰਾਂ ਦੀ ਚੋਣ ਕੀਤੀ। [288, 1486, 495, 1587]
story-a-dateline: ਪਟਿਆਲਾ / 28 ਮਾਰਚ [70, 1275, 247, 1298]
story-b-column-3: ਉਨ੍ਹਾਂ ਦੱਸਿਆ ਕਿ ਨਸ਼ਿਆਂ ਦੇ ਖ਼ਾਤਮੇ ਲਈ ਚਲਾਈ ਜਾ ਰਹੀ ਮੁਹਿੰਮ ਤਹਿਤ ਨਸ਼ਾ ਛੁਡਾਊ ਕੇਂਦਰਾਂ ਦੀ ਗਿਣਤੀ ਵਧਾਈ ਜਾ ਰਹੀ ਹੈ ਅਤੇ ਇਨ੍ਹਾਂ ਕੇਂਦਰਾਂ ਵਿਚ ਸਹੂਲਤਾਂ ਨੂੰ ਬਿਹਤਰ ਬਣਾਇਆ ਜਾ ਰਿਹਾ ਹੈ। [1056, 1304, 1199, 1428]
story-a-column-1: ਜ਼ਿਲ੍ਹਾ ਰੋਜ਼ਗਾਰ ਅਤੇ ਕਾਰੋਬਾਰ ਬਿਊਰੋ ਵੱਲੋਂ ਲਗਾਏ ਗਏ ਰੋਜ਼ਗਾਰ ਮੇਲੇ ਦੌਰਾਨ 11 ਉਮੀਦਵਾਰਾਂ ਦੀ ਵੱਖ-ਵੱਖ ਕੰਪਨੀਆਂ ਵੱਲੋਂ ਨੌਕਰੀ ਲਈ ਚੋਣ ਕੀਤੀ ਗਈ। ਇਸ ਮੌਕੇ ਜ਼ਿਲ੍ਹਾ ਰੋਜ਼ਗਾਰ ਅਫ਼ਸਰ ਨੇ ਦੱਸਿਆ ਕਿ ਮੇਲੇ ਵਿਚ ਵੱਡੀ ਗਿਣਤੀ ਵਿਚ ਨੌਜਵਾਨਾਂ ਨੇ ਹਿੱਸਾ ਲਿਆ ਅਤੇ ਕੰਪਨੀਆਂ ਵੱਲੋਂ ਉਮੀਦਵਾਰਾਂ ਦੀ ਇੰਟਰਵਿਊ ਲਈ ਗਈ। ਉਨ੍ਹਾਂ ਕਿਹਾ ਕਿ ਬਿਊਰੋ ਵੱਲੋਂ ਸਮੇਂ-ਸਮੇਂ ਤੇ ਅਜਿਹੇ ਮੇਲੇ ਲਗਾਏ ਜਾਂਦੇ ਹਨ ਤਾਂ ਜੋ ਨੌਜਵਾਨਾਂ ਨੂੰ ਰੋਜ਼ਗਾਰ ਦੇ ਮੌਕੇ ਮਿਲ ਸਕਣ। ਚੁਣੇ ਗਏ ਉਮੀਦਵਾਰਾਂ ਨੂੰ ਜਲਦ ਹੀ ਨਿਯੁਕਤੀ ਪੱਤਰ ਦਿੱਤੇ ਜਾਣਗੇ। ਉਨ੍ਹਾਂ ਨੌਜਵਾਨਾਂ ਨੂੰ ਅਪੀਲ ਕੀਤੀ ਕਿ ਉਹ ਬਿਊਰੋ ਨਾਲ ਰਾਬਤਾ ਕਾਇਮ ਰੱਖਣ। [68, 1323, 279, 1580]
